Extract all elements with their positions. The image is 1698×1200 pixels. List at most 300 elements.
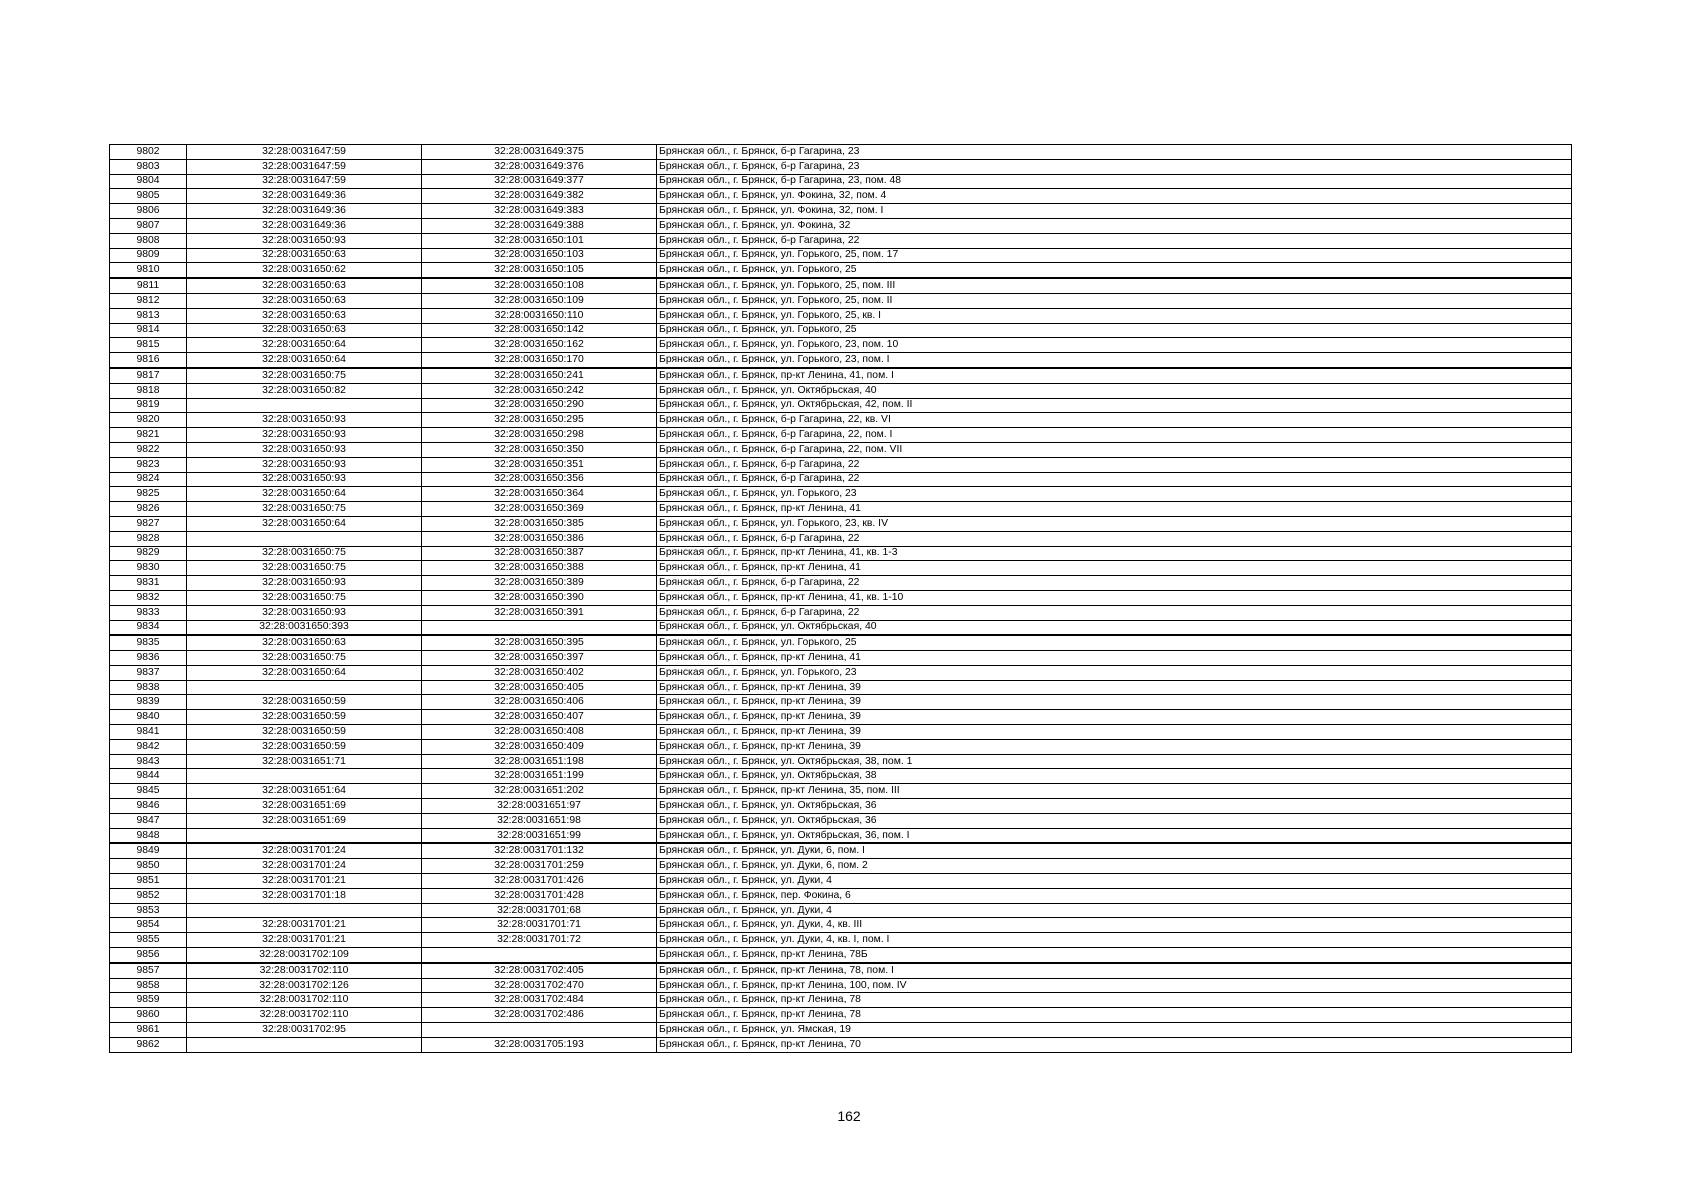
land-cadastral-number-cell: 32:28:0031650:93 xyxy=(187,428,422,443)
object-cadastral-number-cell: 32:28:0031702:470 xyxy=(422,978,657,993)
address-cell: Брянская обл., г. Брянск, ул. Октябрьская, 42, пом. II xyxy=(657,398,1572,413)
object-cadastral-number-cell: 32:28:0031701:259 xyxy=(422,859,657,874)
address-cell: Брянская обл., г. Брянск, ул. Горького, 25 xyxy=(657,263,1572,278)
table-row xyxy=(110,428,1572,443)
object-cadastral-number-cell: 32:28:0031649:383 xyxy=(422,204,657,219)
table-row xyxy=(110,189,1572,204)
land-cadastral-number-cell: 32:28:0031650:59 xyxy=(187,695,422,710)
row-number-cell: 9839 xyxy=(110,695,187,710)
object-cadastral-number-cell xyxy=(422,1023,657,1038)
address-cell: Брянская обл., г. Брянск, ул. Дуки, 6, пом. 2 xyxy=(657,859,1572,874)
object-cadastral-number-cell: 32:28:0031650:402 xyxy=(422,665,657,680)
object-cadastral-number-cell: 32:28:0031701:426 xyxy=(422,874,657,889)
row-number-cell: 9814 xyxy=(110,323,187,338)
object-cadastral-number-cell: 32:28:0031650:356 xyxy=(422,472,657,487)
table-row xyxy=(110,576,1572,591)
row-number-cell: 9807 xyxy=(110,218,187,233)
address-cell: Брянская обл., г. Брянск, ул. Фокина, 32 xyxy=(657,218,1572,233)
address-cell: Брянская обл., г. Брянск, б-р Гагарина, 22 xyxy=(657,576,1572,591)
address-cell: Брянская обл., г. Брянск, ул. Октябрьская, 40 xyxy=(657,383,1572,398)
land-cadastral-number-cell: 32:28:0031650:64 xyxy=(187,516,422,531)
row-number-cell: 9815 xyxy=(110,338,187,353)
object-cadastral-number-cell: 32:28:0031650:407 xyxy=(422,710,657,725)
land-cadastral-number-cell: 32:28:0031650:63 xyxy=(187,248,422,263)
object-cadastral-number-cell: 32:28:0031702:486 xyxy=(422,1008,657,1023)
address-cell: Брянская обл., г. Брянск, ул. Дуки, 4 xyxy=(657,874,1572,889)
address-cell: Брянская обл., г. Брянск, ул. Дуки, 4, кв. I, пом. I xyxy=(657,933,1572,948)
row-number-cell: 9832 xyxy=(110,590,187,605)
object-cadastral-number-cell: 32:28:0031651:98 xyxy=(422,813,657,828)
row-number-cell: 9852 xyxy=(110,888,187,903)
row-number-cell: 9819 xyxy=(110,398,187,413)
land-cadastral-number-cell: 32:28:0031650:64 xyxy=(187,353,422,368)
row-number-cell: 9828 xyxy=(110,531,187,546)
land-cadastral-number-cell: 32:28:0031649:36 xyxy=(187,189,422,204)
row-number-cell: 9856 xyxy=(110,948,187,963)
land-cadastral-number-cell xyxy=(187,1037,422,1052)
row-number-cell: 9833 xyxy=(110,605,187,620)
land-cadastral-number-cell: 32:28:0031651:69 xyxy=(187,813,422,828)
object-cadastral-number-cell: 32:28:0031650:103 xyxy=(422,248,657,263)
row-number-cell: 9809 xyxy=(110,248,187,263)
object-cadastral-number-cell: 32:28:0031650:162 xyxy=(422,338,657,353)
table-row xyxy=(110,948,1572,963)
object-cadastral-number-cell: 32:28:0031701:68 xyxy=(422,903,657,918)
land-cadastral-number-cell: 32:28:0031650:64 xyxy=(187,338,422,353)
table-row xyxy=(110,769,1572,784)
row-number-cell: 9804 xyxy=(110,174,187,189)
table-row xyxy=(110,174,1572,189)
row-number-cell: 9831 xyxy=(110,576,187,591)
address-cell: Брянская обл., г. Брянск, ул. Горького, 23 xyxy=(657,665,1572,680)
land-cadastral-number-cell: 32:28:0031650:93 xyxy=(187,472,422,487)
object-cadastral-number-cell: 32:28:0031701:71 xyxy=(422,918,657,933)
address-cell: Брянская обл., г. Брянск, ул. Октябрьская, 38 xyxy=(657,769,1572,784)
row-number-cell: 9823 xyxy=(110,457,187,472)
row-number-cell: 9842 xyxy=(110,739,187,754)
land-cadastral-number-cell: 32:28:0031701:24 xyxy=(187,859,422,874)
table-row xyxy=(110,323,1572,338)
land-cadastral-number-cell: 32:28:0031650:75 xyxy=(187,502,422,517)
object-cadastral-number-cell: 32:28:0031650:351 xyxy=(422,457,657,472)
address-cell: Брянская обл., г. Брянск, б-р Гагарина, 22 xyxy=(657,531,1572,546)
land-cadastral-number-cell: 32:28:0031650:93 xyxy=(187,576,422,591)
row-number-cell: 9844 xyxy=(110,769,187,784)
land-cadastral-number-cell: 32:28:0031702:109 xyxy=(187,948,422,963)
row-number-cell: 9861 xyxy=(110,1023,187,1038)
table-row xyxy=(110,368,1572,383)
land-cadastral-number-cell: 32:28:0031647:59 xyxy=(187,159,422,174)
row-number-cell: 9829 xyxy=(110,546,187,561)
table-row xyxy=(110,651,1572,666)
object-cadastral-number-cell: 32:28:0031701:428 xyxy=(422,888,657,903)
address-cell: Брянская обл., г. Брянск, пр-кт Ленина, 41 xyxy=(657,561,1572,576)
object-cadastral-number-cell: 32:28:0031649:382 xyxy=(422,189,657,204)
address-cell: Брянская обл., г. Брянск, ул. Фокина, 32, пом. 4 xyxy=(657,189,1572,204)
address-cell: Брянская обл., г. Брянск, б-р Гагарина, 23 xyxy=(657,159,1572,174)
address-cell: Брянская обл., г. Брянск, ул. Горького, 25, пом. III xyxy=(657,278,1572,293)
land-cadastral-number-cell: 32:28:0031651:64 xyxy=(187,784,422,799)
object-cadastral-number-cell: 32:28:0031649:377 xyxy=(422,174,657,189)
land-cadastral-number-cell: 32:28:0031702:95 xyxy=(187,1023,422,1038)
address-cell: Брянская обл., г. Брянск, пр-кт Ленина, 41, кв. 1-10 xyxy=(657,590,1572,605)
address-cell: Брянская обл., г. Брянск, пр-кт Ленина, 39 xyxy=(657,710,1572,725)
object-cadastral-number-cell: 32:28:0031650:142 xyxy=(422,323,657,338)
row-number-cell: 9851 xyxy=(110,874,187,889)
table-row xyxy=(110,888,1572,903)
row-number-cell: 9837 xyxy=(110,665,187,680)
address-cell: Брянская обл., г. Брянск, ул. Горького, 23 xyxy=(657,487,1572,502)
land-cadastral-number-cell: 32:28:0031647:59 xyxy=(187,145,422,160)
address-cell: Брянская обл., г. Брянск, ул. Октябрьская, 40 xyxy=(657,620,1572,635)
row-number-cell: 9857 xyxy=(110,963,187,978)
object-cadastral-number-cell: 32:28:0031650:408 xyxy=(422,725,657,740)
row-number-cell: 9805 xyxy=(110,189,187,204)
row-number-cell: 9817 xyxy=(110,368,187,383)
land-cadastral-number-cell: 32:28:0031650:75 xyxy=(187,590,422,605)
object-cadastral-number-cell: 32:28:0031650:350 xyxy=(422,442,657,457)
land-cadastral-number-cell: 32:28:0031701:24 xyxy=(187,843,422,858)
table-row xyxy=(110,813,1572,828)
address-cell: Брянская обл., г. Брянск, ул. Фокина, 32, пом. I xyxy=(657,204,1572,219)
address-cell: Брянская обл., г. Брянск, ул. Горького, 25 xyxy=(657,635,1572,650)
object-cadastral-number-cell: 32:28:0031649:376 xyxy=(422,159,657,174)
row-number-cell: 9855 xyxy=(110,933,187,948)
land-cadastral-number-cell: 32:28:0031702:110 xyxy=(187,993,422,1008)
table-row xyxy=(110,472,1572,487)
table-row xyxy=(110,383,1572,398)
object-cadastral-number-cell: 32:28:0031650:385 xyxy=(422,516,657,531)
land-cadastral-number-cell: 32:28:0031650:75 xyxy=(187,561,422,576)
table-row xyxy=(110,933,1572,948)
row-number-cell: 9838 xyxy=(110,680,187,695)
registry-table-body xyxy=(110,145,1572,1053)
land-cadastral-number-cell: 32:28:0031651:71 xyxy=(187,754,422,769)
land-cadastral-number-cell: 32:28:0031650:63 xyxy=(187,278,422,293)
address-cell: Брянская обл., г. Брянск, ул. Ямская, 19 xyxy=(657,1023,1572,1038)
address-cell: Брянская обл., г. Брянск, ул. Горького, 25, кв. I xyxy=(657,308,1572,323)
table-row xyxy=(110,442,1572,457)
row-number-cell: 9802 xyxy=(110,145,187,160)
object-cadastral-number-cell: 32:28:0031651:97 xyxy=(422,799,657,814)
land-cadastral-number-cell: 32:28:0031701:18 xyxy=(187,888,422,903)
object-cadastral-number-cell: 32:28:0031651:202 xyxy=(422,784,657,799)
table-row xyxy=(110,739,1572,754)
object-cadastral-number-cell: 32:28:0031702:405 xyxy=(422,963,657,978)
table-row xyxy=(110,1037,1572,1052)
table-row xyxy=(110,635,1572,650)
address-cell: Брянская обл., г. Брянск, б-р Гагарина, 22 xyxy=(657,472,1572,487)
address-cell: Брянская обл., г. Брянск, б-р Гагарина, 22 xyxy=(657,605,1572,620)
table-row xyxy=(110,413,1572,428)
object-cadastral-number-cell: 32:28:0031650:242 xyxy=(422,383,657,398)
object-cadastral-number-cell: 32:28:0031650:390 xyxy=(422,590,657,605)
land-cadastral-number-cell xyxy=(187,903,422,918)
table-row xyxy=(110,1023,1572,1038)
table-row xyxy=(110,993,1572,1008)
address-cell: Брянская обл., г. Брянск, б-р Гагарина, 22, кв. VI xyxy=(657,413,1572,428)
table-row xyxy=(110,487,1572,502)
row-number-cell: 9820 xyxy=(110,413,187,428)
table-row xyxy=(110,710,1572,725)
land-cadastral-number-cell xyxy=(187,398,422,413)
table-row xyxy=(110,874,1572,889)
land-cadastral-number-cell: 32:28:0031650:93 xyxy=(187,442,422,457)
row-number-cell: 9840 xyxy=(110,710,187,725)
row-number-cell: 9836 xyxy=(110,651,187,666)
object-cadastral-number-cell: 32:28:0031650:290 xyxy=(422,398,657,413)
land-cadastral-number-cell: 32:28:0031651:69 xyxy=(187,799,422,814)
land-cadastral-number-cell: 32:28:0031647:59 xyxy=(187,174,422,189)
address-cell: Брянская обл., г. Брянск, пр-кт Ленина, 39 xyxy=(657,725,1572,740)
land-cadastral-number-cell: 32:28:0031650:93 xyxy=(187,233,422,248)
row-number-cell: 9835 xyxy=(110,635,187,650)
table-row xyxy=(110,218,1572,233)
table-row xyxy=(110,248,1572,263)
address-cell: Брянская обл., г. Брянск, ул. Дуки, 4, кв. III xyxy=(657,918,1572,933)
object-cadastral-number-cell: 32:28:0031650:108 xyxy=(422,278,657,293)
row-number-cell: 9812 xyxy=(110,293,187,308)
land-cadastral-number-cell xyxy=(187,531,422,546)
address-cell: Брянская обл., г. Брянск, ул. Горького, 25, пом. II xyxy=(657,293,1572,308)
object-cadastral-number-cell: 32:28:0031650:364 xyxy=(422,487,657,502)
address-cell: Брянская обл., г. Брянск, пр-кт Ленина, 41 xyxy=(657,651,1572,666)
table-row xyxy=(110,799,1572,814)
address-cell: Брянская обл., г. Брянск, пр-кт Ленина, 70 xyxy=(657,1037,1572,1052)
row-number-cell: 9811 xyxy=(110,278,187,293)
table-row xyxy=(110,963,1572,978)
land-cadastral-number-cell: 32:28:0031701:21 xyxy=(187,918,422,933)
object-cadastral-number-cell: 32:28:0031650:391 xyxy=(422,605,657,620)
row-number-cell: 9810 xyxy=(110,263,187,278)
object-cadastral-number-cell: 32:28:0031650:386 xyxy=(422,531,657,546)
address-cell: Брянская обл., г. Брянск, пр-кт Ленина, 39 xyxy=(657,695,1572,710)
address-cell: Брянская обл., г. Брянск, б-р Гагарина, 23, пом. 48 xyxy=(657,174,1572,189)
table-row xyxy=(110,204,1572,219)
row-number-cell: 9806 xyxy=(110,204,187,219)
address-cell: Брянская обл., г. Брянск, пр-кт Ленина, 78, пом. I xyxy=(657,963,1572,978)
table-row xyxy=(110,502,1572,517)
address-cell: Брянская обл., г. Брянск, ул. Октябрьская, 36, пом. I xyxy=(657,828,1572,843)
address-cell: Брянская обл., г. Брянск, ул. Дуки, 4 xyxy=(657,903,1572,918)
table-row xyxy=(110,145,1572,160)
land-cadastral-number-cell: 32:28:0031702:126 xyxy=(187,978,422,993)
object-cadastral-number-cell: 32:28:0031649:388 xyxy=(422,218,657,233)
address-cell: Брянская обл., г. Брянск, пр-кт Ленина, 41 xyxy=(657,502,1572,517)
row-number-cell: 9847 xyxy=(110,813,187,828)
row-number-cell: 9827 xyxy=(110,516,187,531)
land-cadastral-number-cell: 32:28:0031650:75 xyxy=(187,546,422,561)
table-row xyxy=(110,590,1572,605)
land-cadastral-number-cell: 32:28:0031701:21 xyxy=(187,874,422,889)
object-cadastral-number-cell: 32:28:0031650:409 xyxy=(422,739,657,754)
address-cell: Брянская обл., г. Брянск, ул. Горького, 23, кв. IV xyxy=(657,516,1572,531)
table-row xyxy=(110,918,1572,933)
table-row xyxy=(110,695,1572,710)
land-cadastral-number-cell xyxy=(187,769,422,784)
address-cell: Брянская обл., г. Брянск, пер. Фокина, 6 xyxy=(657,888,1572,903)
table-row xyxy=(110,159,1572,174)
land-cadastral-number-cell: 32:28:0031702:110 xyxy=(187,1008,422,1023)
table-row xyxy=(110,903,1572,918)
table-row xyxy=(110,457,1572,472)
address-cell: Брянская обл., г. Брянск, ул. Горького, 23, пом. I xyxy=(657,353,1572,368)
address-cell: Брянская обл., г. Брянск, ул. Горького, 23, пом. 10 xyxy=(657,338,1572,353)
table-row xyxy=(110,278,1572,293)
land-cadastral-number-cell: 32:28:0031650:59 xyxy=(187,739,422,754)
row-number-cell: 9826 xyxy=(110,502,187,517)
land-cadastral-number-cell: 32:28:0031701:21 xyxy=(187,933,422,948)
table-row xyxy=(110,353,1572,368)
row-number-cell: 9859 xyxy=(110,993,187,1008)
object-cadastral-number-cell: 32:28:0031650:387 xyxy=(422,546,657,561)
row-number-cell: 9845 xyxy=(110,784,187,799)
land-cadastral-number-cell: 32:28:0031650:64 xyxy=(187,665,422,680)
table-row xyxy=(110,516,1572,531)
address-cell: Брянская обл., г. Брянск, пр-кт Ленина, 78 xyxy=(657,993,1572,1008)
table-row xyxy=(110,308,1572,323)
address-cell: Брянская обл., г. Брянск, ул. Октябрьская, 36 xyxy=(657,799,1572,814)
address-cell: Брянская обл., г. Брянск, пр-кт Ленина, 41, пом. I xyxy=(657,368,1572,383)
table-row xyxy=(110,233,1572,248)
table-row xyxy=(110,620,1572,635)
object-cadastral-number-cell: 32:28:0031650:170 xyxy=(422,353,657,368)
table-row xyxy=(110,398,1572,413)
address-cell: Брянская обл., г. Брянск, б-р Гагарина, 22, пом. I xyxy=(657,428,1572,443)
object-cadastral-number-cell: 32:28:0031649:375 xyxy=(422,145,657,160)
land-cadastral-number-cell: 32:28:0031650:393 xyxy=(187,620,422,635)
object-cadastral-number-cell: 32:28:0031650:406 xyxy=(422,695,657,710)
land-cadastral-number-cell: 32:28:0031650:63 xyxy=(187,635,422,650)
address-cell: Брянская обл., г. Брянск, б-р Гагарина, 23 xyxy=(657,145,1572,160)
object-cadastral-number-cell xyxy=(422,948,657,963)
table-row xyxy=(110,680,1572,695)
land-cadastral-number-cell: 32:28:0031650:82 xyxy=(187,383,422,398)
object-cadastral-number-cell: 32:28:0031650:405 xyxy=(422,680,657,695)
table-row xyxy=(110,828,1572,843)
object-cadastral-number-cell: 32:28:0031651:199 xyxy=(422,769,657,784)
object-cadastral-number-cell: 32:28:0031650:298 xyxy=(422,428,657,443)
address-cell: Брянская обл., г. Брянск, ул. Горького, 25, пом. 17 xyxy=(657,248,1572,263)
object-cadastral-number-cell: 32:28:0031650:241 xyxy=(422,368,657,383)
object-cadastral-number-cell: 32:28:0031705:193 xyxy=(422,1037,657,1052)
table-row xyxy=(110,546,1572,561)
row-number-cell: 9825 xyxy=(110,487,187,502)
row-number-cell: 9843 xyxy=(110,754,187,769)
row-number-cell: 9834 xyxy=(110,620,187,635)
row-number-cell: 9849 xyxy=(110,843,187,858)
object-cadastral-number-cell: 32:28:0031650:397 xyxy=(422,651,657,666)
land-cadastral-number-cell xyxy=(187,680,422,695)
row-number-cell: 9862 xyxy=(110,1037,187,1052)
row-number-cell: 9822 xyxy=(110,442,187,457)
address-cell: Брянская обл., г. Брянск, б-р Гагарина, 22 xyxy=(657,457,1572,472)
row-number-cell: 9848 xyxy=(110,828,187,843)
land-cadastral-number-cell: 32:28:0031650:63 xyxy=(187,308,422,323)
row-number-cell: 9846 xyxy=(110,799,187,814)
land-cadastral-number-cell: 32:28:0031649:36 xyxy=(187,218,422,233)
land-cadastral-number-cell: 32:28:0031649:36 xyxy=(187,204,422,219)
address-cell: Брянская обл., г. Брянск, пр-кт Ленина, 78 xyxy=(657,1008,1572,1023)
table-row xyxy=(110,293,1572,308)
land-cadastral-number-cell: 32:28:0031650:63 xyxy=(187,323,422,338)
table-row xyxy=(110,561,1572,576)
row-number-cell: 9850 xyxy=(110,859,187,874)
land-cadastral-number-cell: 32:28:0031650:93 xyxy=(187,605,422,620)
object-cadastral-number-cell: 32:28:0031650:101 xyxy=(422,233,657,248)
object-cadastral-number-cell: 32:28:0031650:110 xyxy=(422,308,657,323)
row-number-cell: 9821 xyxy=(110,428,187,443)
land-cadastral-number-cell: 32:28:0031702:110 xyxy=(187,963,422,978)
address-cell: Брянская обл., г. Брянск, пр-кт Ленина, 41, кв. 1-3 xyxy=(657,546,1572,561)
table-row xyxy=(110,665,1572,680)
address-cell: Брянская обл., г. Брянск, пр-кт Ленина, 100, пом. IV xyxy=(657,978,1572,993)
table-row xyxy=(110,978,1572,993)
land-cadastral-number-cell xyxy=(187,828,422,843)
object-cadastral-number-cell: 32:28:0031650:389 xyxy=(422,576,657,591)
object-cadastral-number-cell: 32:28:0031651:99 xyxy=(422,828,657,843)
address-cell: Брянская обл., г. Брянск, ул. Дуки, 6, пом. I xyxy=(657,843,1572,858)
address-cell: Брянская обл., г. Брянск, ул. Октябрьская, 38, пом. 1 xyxy=(657,754,1572,769)
land-cadastral-number-cell: 32:28:0031650:75 xyxy=(187,368,422,383)
land-cadastral-number-cell: 32:28:0031650:63 xyxy=(187,293,422,308)
land-cadastral-number-cell: 32:28:0031650:75 xyxy=(187,651,422,666)
object-cadastral-number-cell: 32:28:0031650:369 xyxy=(422,502,657,517)
address-cell: Брянская обл., г. Брянск, б-р Гагарина, 22, пом. VII xyxy=(657,442,1572,457)
object-cadastral-number-cell: 32:28:0031650:388 xyxy=(422,561,657,576)
object-cadastral-number-cell xyxy=(422,620,657,635)
object-cadastral-number-cell: 32:28:0031650:395 xyxy=(422,635,657,650)
row-number-cell: 9841 xyxy=(110,725,187,740)
object-cadastral-number-cell: 32:28:0031701:132 xyxy=(422,843,657,858)
table-row xyxy=(110,531,1572,546)
table-row xyxy=(110,843,1572,858)
address-cell: Брянская обл., г. Брянск, пр-кт Ленина, 39 xyxy=(657,739,1572,754)
row-number-cell: 9813 xyxy=(110,308,187,323)
land-cadastral-number-cell: 32:28:0031650:59 xyxy=(187,710,422,725)
row-number-cell: 9830 xyxy=(110,561,187,576)
object-cadastral-number-cell: 32:28:0031650:105 xyxy=(422,263,657,278)
table-row xyxy=(110,784,1572,799)
row-number-cell: 9816 xyxy=(110,353,187,368)
table-row xyxy=(110,263,1572,278)
table-row xyxy=(110,1008,1572,1023)
row-number-cell: 9860 xyxy=(110,1008,187,1023)
land-cadastral-number-cell: 32:28:0031650:93 xyxy=(187,457,422,472)
land-cadastral-number-cell: 32:28:0031650:59 xyxy=(187,725,422,740)
row-number-cell: 9818 xyxy=(110,383,187,398)
address-cell: Брянская обл., г. Брянск, пр-кт Ленина, 78Б xyxy=(657,948,1572,963)
row-number-cell: 9854 xyxy=(110,918,187,933)
object-cadastral-number-cell: 32:28:0031651:198 xyxy=(422,754,657,769)
table-row xyxy=(110,754,1572,769)
row-number-cell: 9853 xyxy=(110,903,187,918)
object-cadastral-number-cell: 32:28:0031701:72 xyxy=(422,933,657,948)
object-cadastral-number-cell: 32:28:0031650:109 xyxy=(422,293,657,308)
row-number-cell: 9824 xyxy=(110,472,187,487)
page-number: 162 xyxy=(837,1108,861,1124)
land-cadastral-number-cell: 32:28:0031650:62 xyxy=(187,263,422,278)
table-row xyxy=(110,725,1572,740)
object-cadastral-number-cell: 32:28:0031650:295 xyxy=(422,413,657,428)
row-number-cell: 9858 xyxy=(110,978,187,993)
registry-table xyxy=(109,144,1572,1053)
land-cadastral-number-cell: 32:28:0031650:64 xyxy=(187,487,422,502)
address-cell: Брянская обл., г. Брянск, ул. Горького, 25 xyxy=(657,323,1572,338)
address-cell: Брянская обл., г. Брянск, ул. Октябрьская, 36 xyxy=(657,813,1572,828)
row-number-cell: 9803 xyxy=(110,159,187,174)
table-row xyxy=(110,338,1572,353)
